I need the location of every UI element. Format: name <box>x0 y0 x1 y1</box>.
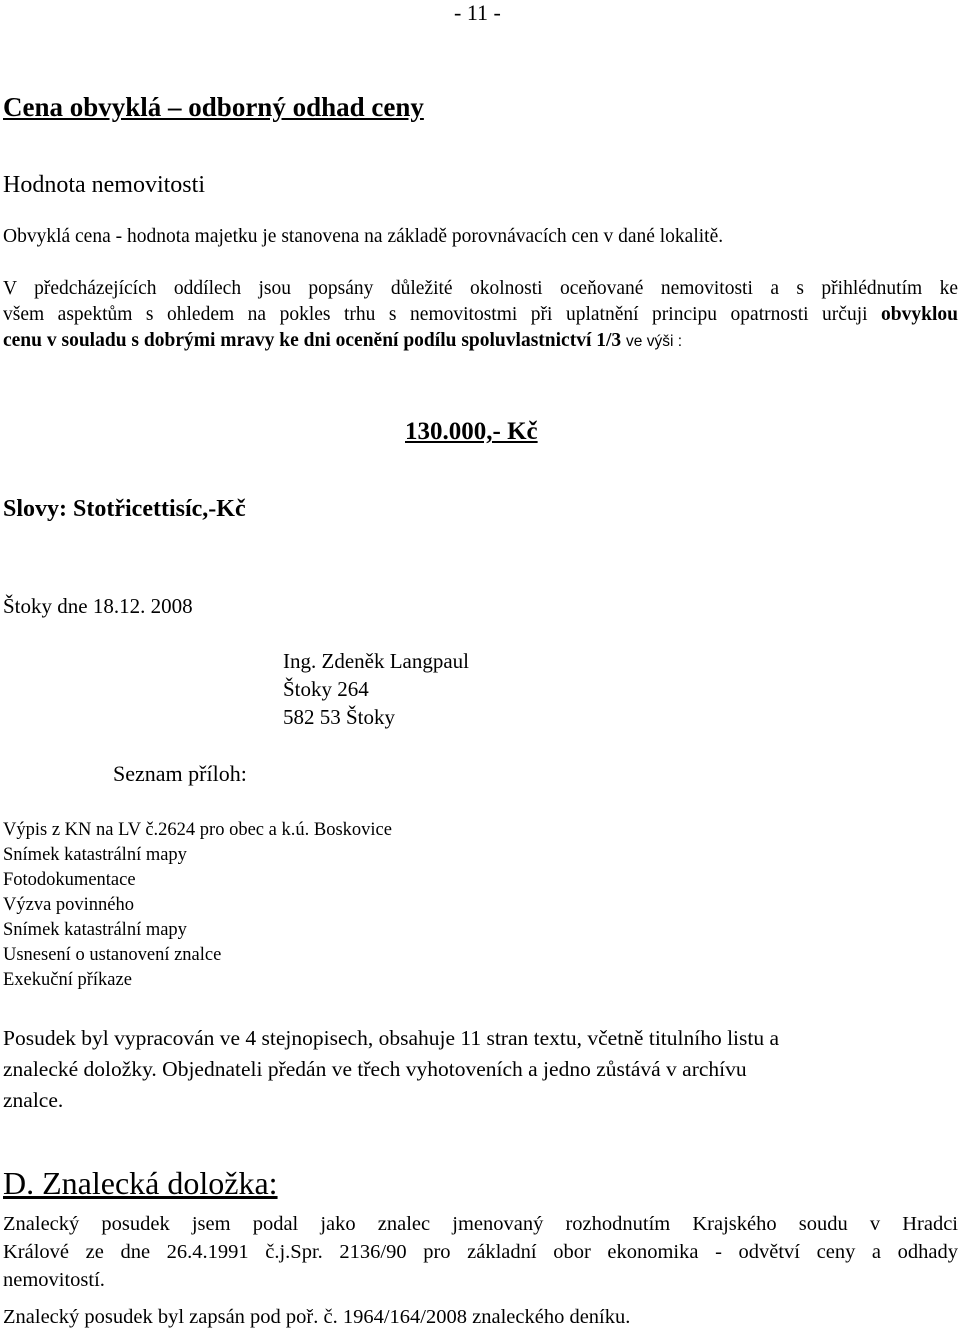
attachment-item: Snímek katastrální mapy <box>3 920 187 940</box>
paragraph-bold-text: obvyklou <box>881 304 958 325</box>
attachment-item: Výzva povinného <box>3 895 135 915</box>
document-title: Cena obvyklá – odborný odhad ceny <box>3 92 424 122</box>
section-heading: D. Znalecká doložka: <box>3 1165 278 1201</box>
attachment-item: Snímek katastrální mapy <box>3 845 187 865</box>
attachment-item: Usnesení o ustanovení znalce <box>3 945 222 965</box>
signature-street: Štoky 264 <box>283 677 369 701</box>
paragraph-text: všem aspektům s ohledem na pokles trhu s nemovitostmi při uplatnění principu opatrnosti určuji <box>3 304 868 325</box>
attachment-item: Výpis z KN na LV č.2624 pro obec a k.ú. Boskovice <box>3 820 392 840</box>
paragraph-line <box>3 304 958 326</box>
paragraph-line: nemovitostí. <box>3 1269 105 1291</box>
paragraph-line: V předcházejících oddílech jsou popsány důležité okolnosti oceňované nemovitosti a s přihlédnutím ke <box>3 278 958 299</box>
attachment-item: Fotodokumentace <box>3 870 136 890</box>
paragraph-line: Znalecký posudek jsem podal jako znalec jmenovaný rozhodnutím Krajského soudu v Hradci <box>3 1213 958 1235</box>
paragraph-bold-text: cenu v souladu s dobrými mravy ke dni ocenění podílu spoluvlastnictví 1/3 <box>3 330 622 351</box>
date-line: Štoky dne 18.12. 2008 <box>3 594 193 618</box>
paragraph-line <box>3 330 682 352</box>
attachments-heading: Seznam příloh: <box>113 761 247 786</box>
paragraph-line: Králové ze dne 26.4.1991 č.j.Spr. 2136/90 pro základní obor ekonomika - odvětví ceny a odhady <box>3 1241 958 1263</box>
signature-name: Ing. Zdeněk Langpaul <box>283 649 470 673</box>
price-amount: 130.000,- Kč <box>405 418 538 445</box>
page-number: - 11 - <box>454 0 501 25</box>
section-subtitle: Hodnota nemovitosti <box>3 172 205 198</box>
paragraph-line: znalce. <box>3 1088 64 1112</box>
intro-text: Obvyklá cena - hodnota majetku je stanovena na základě porovnávacích cen v dané lokalitě. <box>3 226 724 247</box>
registry-note: Znalecký posudek byl zapsán pod poř. č. 1964/164/2008 znaleckého deníku. <box>3 1306 631 1328</box>
attachment-item: Exekuční příkaze <box>3 970 132 990</box>
price-in-words: Slovy: Stotřicettisíc,-Kč <box>3 496 246 522</box>
signature-city: 582 53 Štoky <box>283 705 396 729</box>
paragraph-text: ve výši : <box>626 333 683 350</box>
paragraph-line: Posudek byl vypracován ve 4 stejnopisech, obsahuje 11 stran textu, včetně titulního listu a <box>3 1026 780 1050</box>
paragraph-line: znalecké doložky. Objednateli předán ve třech vyhotoveních a jedno zůstává v archívu <box>3 1057 747 1081</box>
